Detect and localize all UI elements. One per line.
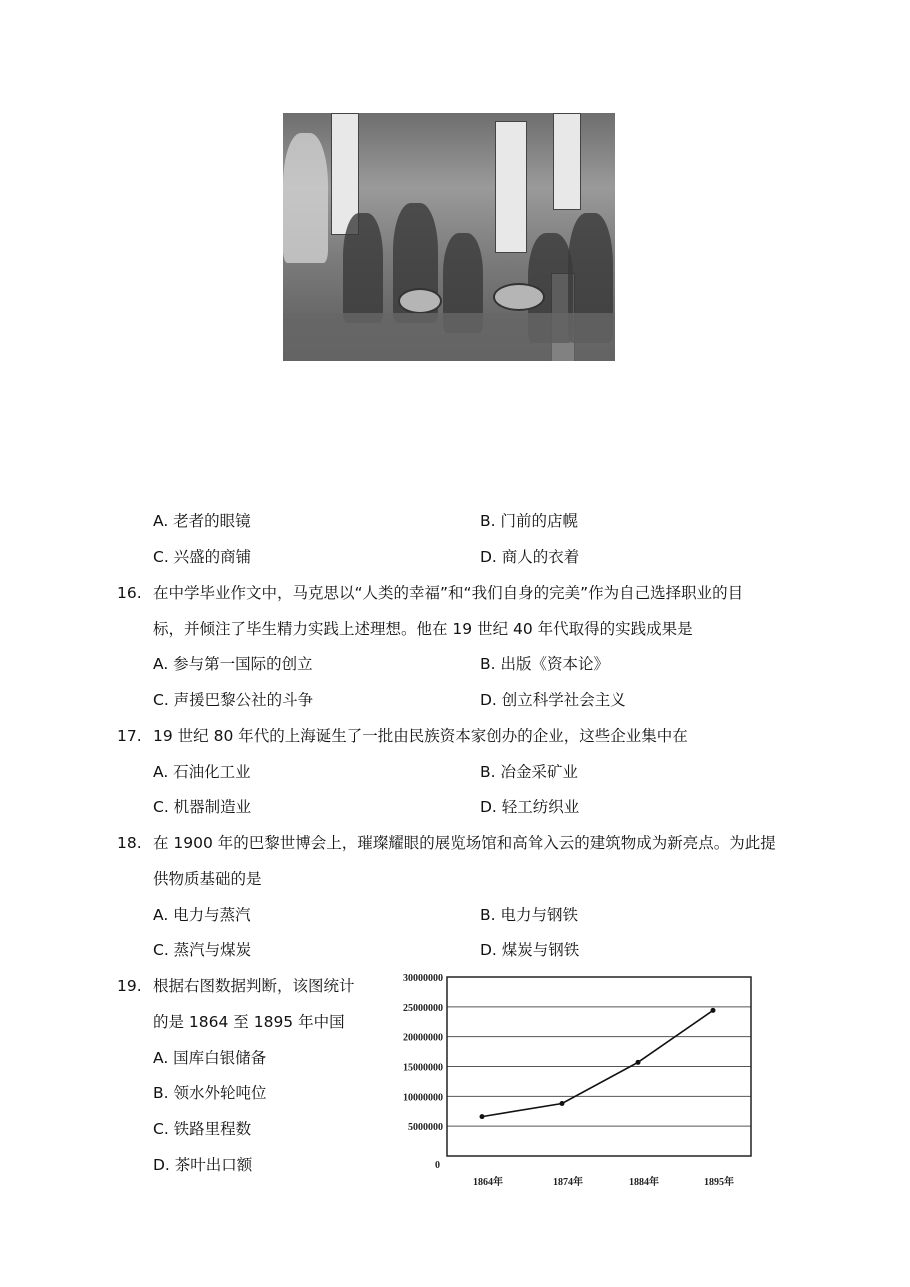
y-tick-label: 15000000 <box>403 1062 443 1074</box>
q19-option-a[interactable]: A. 国库白银储备 <box>153 1049 267 1067</box>
y-tick-label: 20000000 <box>403 1032 443 1044</box>
q16-stem-cont: 标，并倾注了毕生精力实践上述理想。他在 19 世纪 40 年代取得的实践成果是 <box>153 620 693 638</box>
q15-option-d[interactable]: D. 商人的衣着 <box>480 548 580 566</box>
x-tick-label: 1874年 <box>553 1177 583 1188</box>
y-tick-label: 5000000 <box>408 1122 443 1134</box>
q19-number: 19. <box>117 977 142 995</box>
y-tick-label: 30000000 <box>403 973 443 984</box>
y-tick-label: 0 <box>435 1160 440 1171</box>
y-tick-label: 10000000 <box>403 1092 443 1104</box>
q17-option-b[interactable]: B. 冶金采矿业 <box>480 763 578 781</box>
data-point <box>711 1008 716 1013</box>
q15-option-b[interactable]: B. 门前的店幌 <box>480 512 578 530</box>
x-tick-label: 1895年 <box>704 1177 734 1188</box>
series-line <box>482 1010 713 1116</box>
q19-stem: 根据右图数据判断，该图统计 <box>153 977 355 995</box>
q15-option-c[interactable]: C. 兴盛的商铺 <box>153 548 252 566</box>
y-tick-label: 25000000 <box>403 1002 443 1014</box>
q17-number: 17. <box>117 727 142 745</box>
q17-option-d[interactable]: D. 轻工纺织业 <box>480 798 580 816</box>
data-point <box>560 1101 565 1106</box>
q17-stem: 19 世纪 80 年代的上海诞生了一批由民族资本家创办的企业，这些企业集中在 <box>153 727 688 745</box>
q19-option-c[interactable]: C. 铁路里程数 <box>153 1120 252 1138</box>
line-chart <box>380 965 770 1195</box>
data-point <box>636 1060 641 1065</box>
q18-option-c[interactable]: C. 蒸汽与煤炭 <box>153 941 252 959</box>
q16-stem: 在中学毕业作文中，马克思以“人类的幸福”和“我们自身的完美”作为自己选择职业的目 <box>153 584 744 602</box>
q16-option-c[interactable]: C. 声援巴黎公社的斗争 <box>153 691 314 709</box>
q19-option-b[interactable]: B. 领水外轮吨位 <box>153 1084 267 1102</box>
q19-stem-cont: 的是 1864 至 1895 年中国 <box>153 1013 345 1031</box>
q16-option-b[interactable]: B. 出版《资本论》 <box>480 655 609 673</box>
q18-stem-cont: 供物质基础的是 <box>153 870 262 888</box>
q18-stem: 在 1900 年的巴黎世博会上，璀璨耀眼的展览场馆和高耸入云的建筑物成为新亮点。为此提 <box>153 834 776 852</box>
x-tick-label: 1884年 <box>629 1177 659 1188</box>
q18-option-a[interactable]: A. 电力与蒸汽 <box>153 906 251 924</box>
q15-option-a[interactable]: A. 老者的眼镜 <box>153 512 251 530</box>
q18-option-b[interactable]: B. 电力与钢铁 <box>480 906 578 924</box>
historical-market-photo <box>283 113 615 361</box>
x-tick-label: 1864年 <box>473 1177 503 1188</box>
q16-option-d[interactable]: D. 创立科学社会主义 <box>480 691 626 709</box>
q17-option-c[interactable]: C. 机器制造业 <box>153 798 252 816</box>
data-point <box>480 1114 485 1119</box>
q16-option-a[interactable]: A. 参与第一国际的创立 <box>153 655 313 673</box>
q17-option-a[interactable]: A. 石油化工业 <box>153 763 251 781</box>
q18-option-d[interactable]: D. 煤炭与钢铁 <box>480 941 580 959</box>
q16-number: 16. <box>117 584 142 602</box>
q18-number: 18. <box>117 834 142 852</box>
q19-option-d[interactable]: D. 茶叶出口额 <box>153 1156 253 1174</box>
